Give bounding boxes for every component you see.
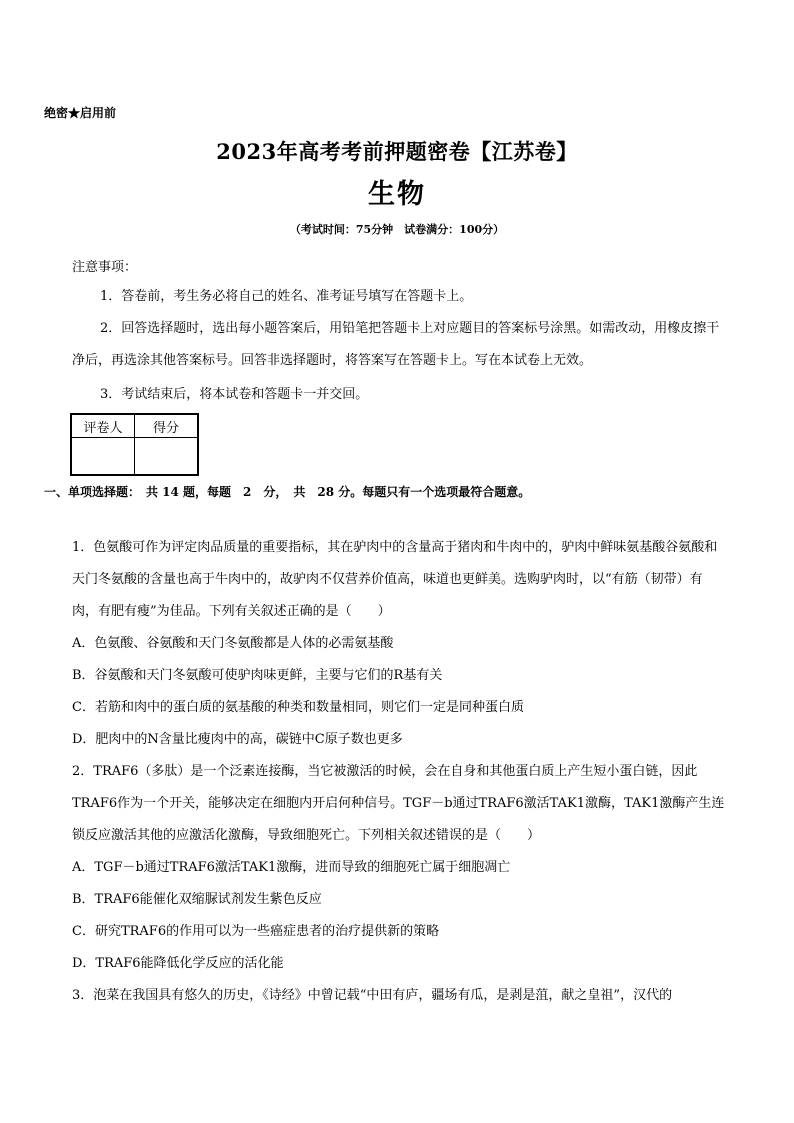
grader-table bbox=[70, 413, 199, 476]
option-c: C．若筋和肉中的蛋白质的氨基酸的种类和数量相同，则它们一定是同种蛋白质 bbox=[72, 700, 524, 715]
grader-header: 评卷人 bbox=[71, 414, 135, 438]
subject-title: 生物 bbox=[368, 179, 426, 210]
section-heading: 一、单项选择题： 共 14 题，每题 2 分， 共 28 分。每题只有一个选项最符合题意。 bbox=[44, 485, 531, 499]
option-c: C．研究TRAF6的作用可以为一些癌症患者的治疗提供新的策略 bbox=[72, 924, 440, 939]
note-item: 1．答卷前，考生务必将自己的姓名、准考证号填写在答题卡上。 bbox=[100, 289, 473, 304]
question-2 bbox=[72, 756, 726, 980]
note-item: 3．考试结束后，将本试卷和答题卡一并交回。 bbox=[100, 387, 369, 402]
question-stem: 3．泡菜在我国具有悠久的历史，《诗经》中曾记载“中田有庐，疆场有瓜，是剥是菹，献之皇祖”，汉代的 bbox=[72, 988, 673, 1003]
notes-heading: 注意事项： bbox=[72, 260, 138, 275]
note-item: 2．回答选择题时，选出每小题答案后，用铅笔把答题卡上对应题目的答案标号涂黑。如需改动，用橡皮擦干净后，再选涂其他答案标号。回答非选择题时，将答案写在答题卡上。写在本试卷上无效。 bbox=[72, 321, 720, 368]
questions bbox=[72, 532, 726, 1012]
option-b: B．TRAF6能催化双缩脲试剂发生紫色反应 bbox=[72, 892, 322, 907]
score-cell bbox=[135, 438, 199, 476]
option-d: D．TRAF6能降低化学反应的活化能 bbox=[72, 956, 284, 971]
question-3 bbox=[72, 980, 726, 1012]
exam-title: 2023年高考考前押题密卷【江苏卷】 bbox=[216, 139, 578, 164]
option-d: D．肥肉中的N含量比瘦肉中的高，碳链中C原子数也更多 bbox=[72, 732, 403, 747]
option-b: B．谷氨酸和天门冬氨酸可使驴肉味更鲜，主要与它们的R基有关 bbox=[72, 668, 443, 683]
option-a: A．色氨酸、谷氨酸和天门冬氨酸都是人体的必需氨基酸 bbox=[72, 636, 394, 651]
score-header: 得分 bbox=[135, 414, 199, 438]
secret-label: 绝密★启用前 bbox=[44, 106, 117, 120]
question-stem: 1．色氨酸可作为评定肉品质量的重要指标，其在驴肉中的含量高于猪肉和牛肉中的，驴肉中鲜味氨基酸谷氨酸和天门冬氨酸的含量也高于牛肉中的，故驴肉不仅营养价值高，味道也更鲜美。选购驴肉时，以“有筋（韧带）有肉，有肥有瘦”为佳品。下列有关叙述正确的是（ ） bbox=[72, 540, 718, 619]
question-stem: 2．TRAF6（多肽）是一个泛素连接酶，当它被激活的时候，会在自身和其他蛋白质上产生短小蛋白链，因此TRAF6作为一个开关，能够决定在细胞内开启何种信号。TGF－b通过TRAF6激活TAK1激酶，TAK1激酶产生连锁反应激活其他的应激活化激酶，导致细胞死亡。下列相关叙述错误的是（ ） bbox=[72, 764, 725, 843]
question-1 bbox=[72, 532, 726, 756]
option-a: A．TGF－b通过TRAF6激活TAK1激酶，进而导致的细胞死亡属于细胞凋亡 bbox=[72, 860, 511, 875]
grader-cell bbox=[71, 438, 135, 476]
exam-meta: （考试时间：75分钟 试卷满分：100分） bbox=[289, 223, 505, 236]
